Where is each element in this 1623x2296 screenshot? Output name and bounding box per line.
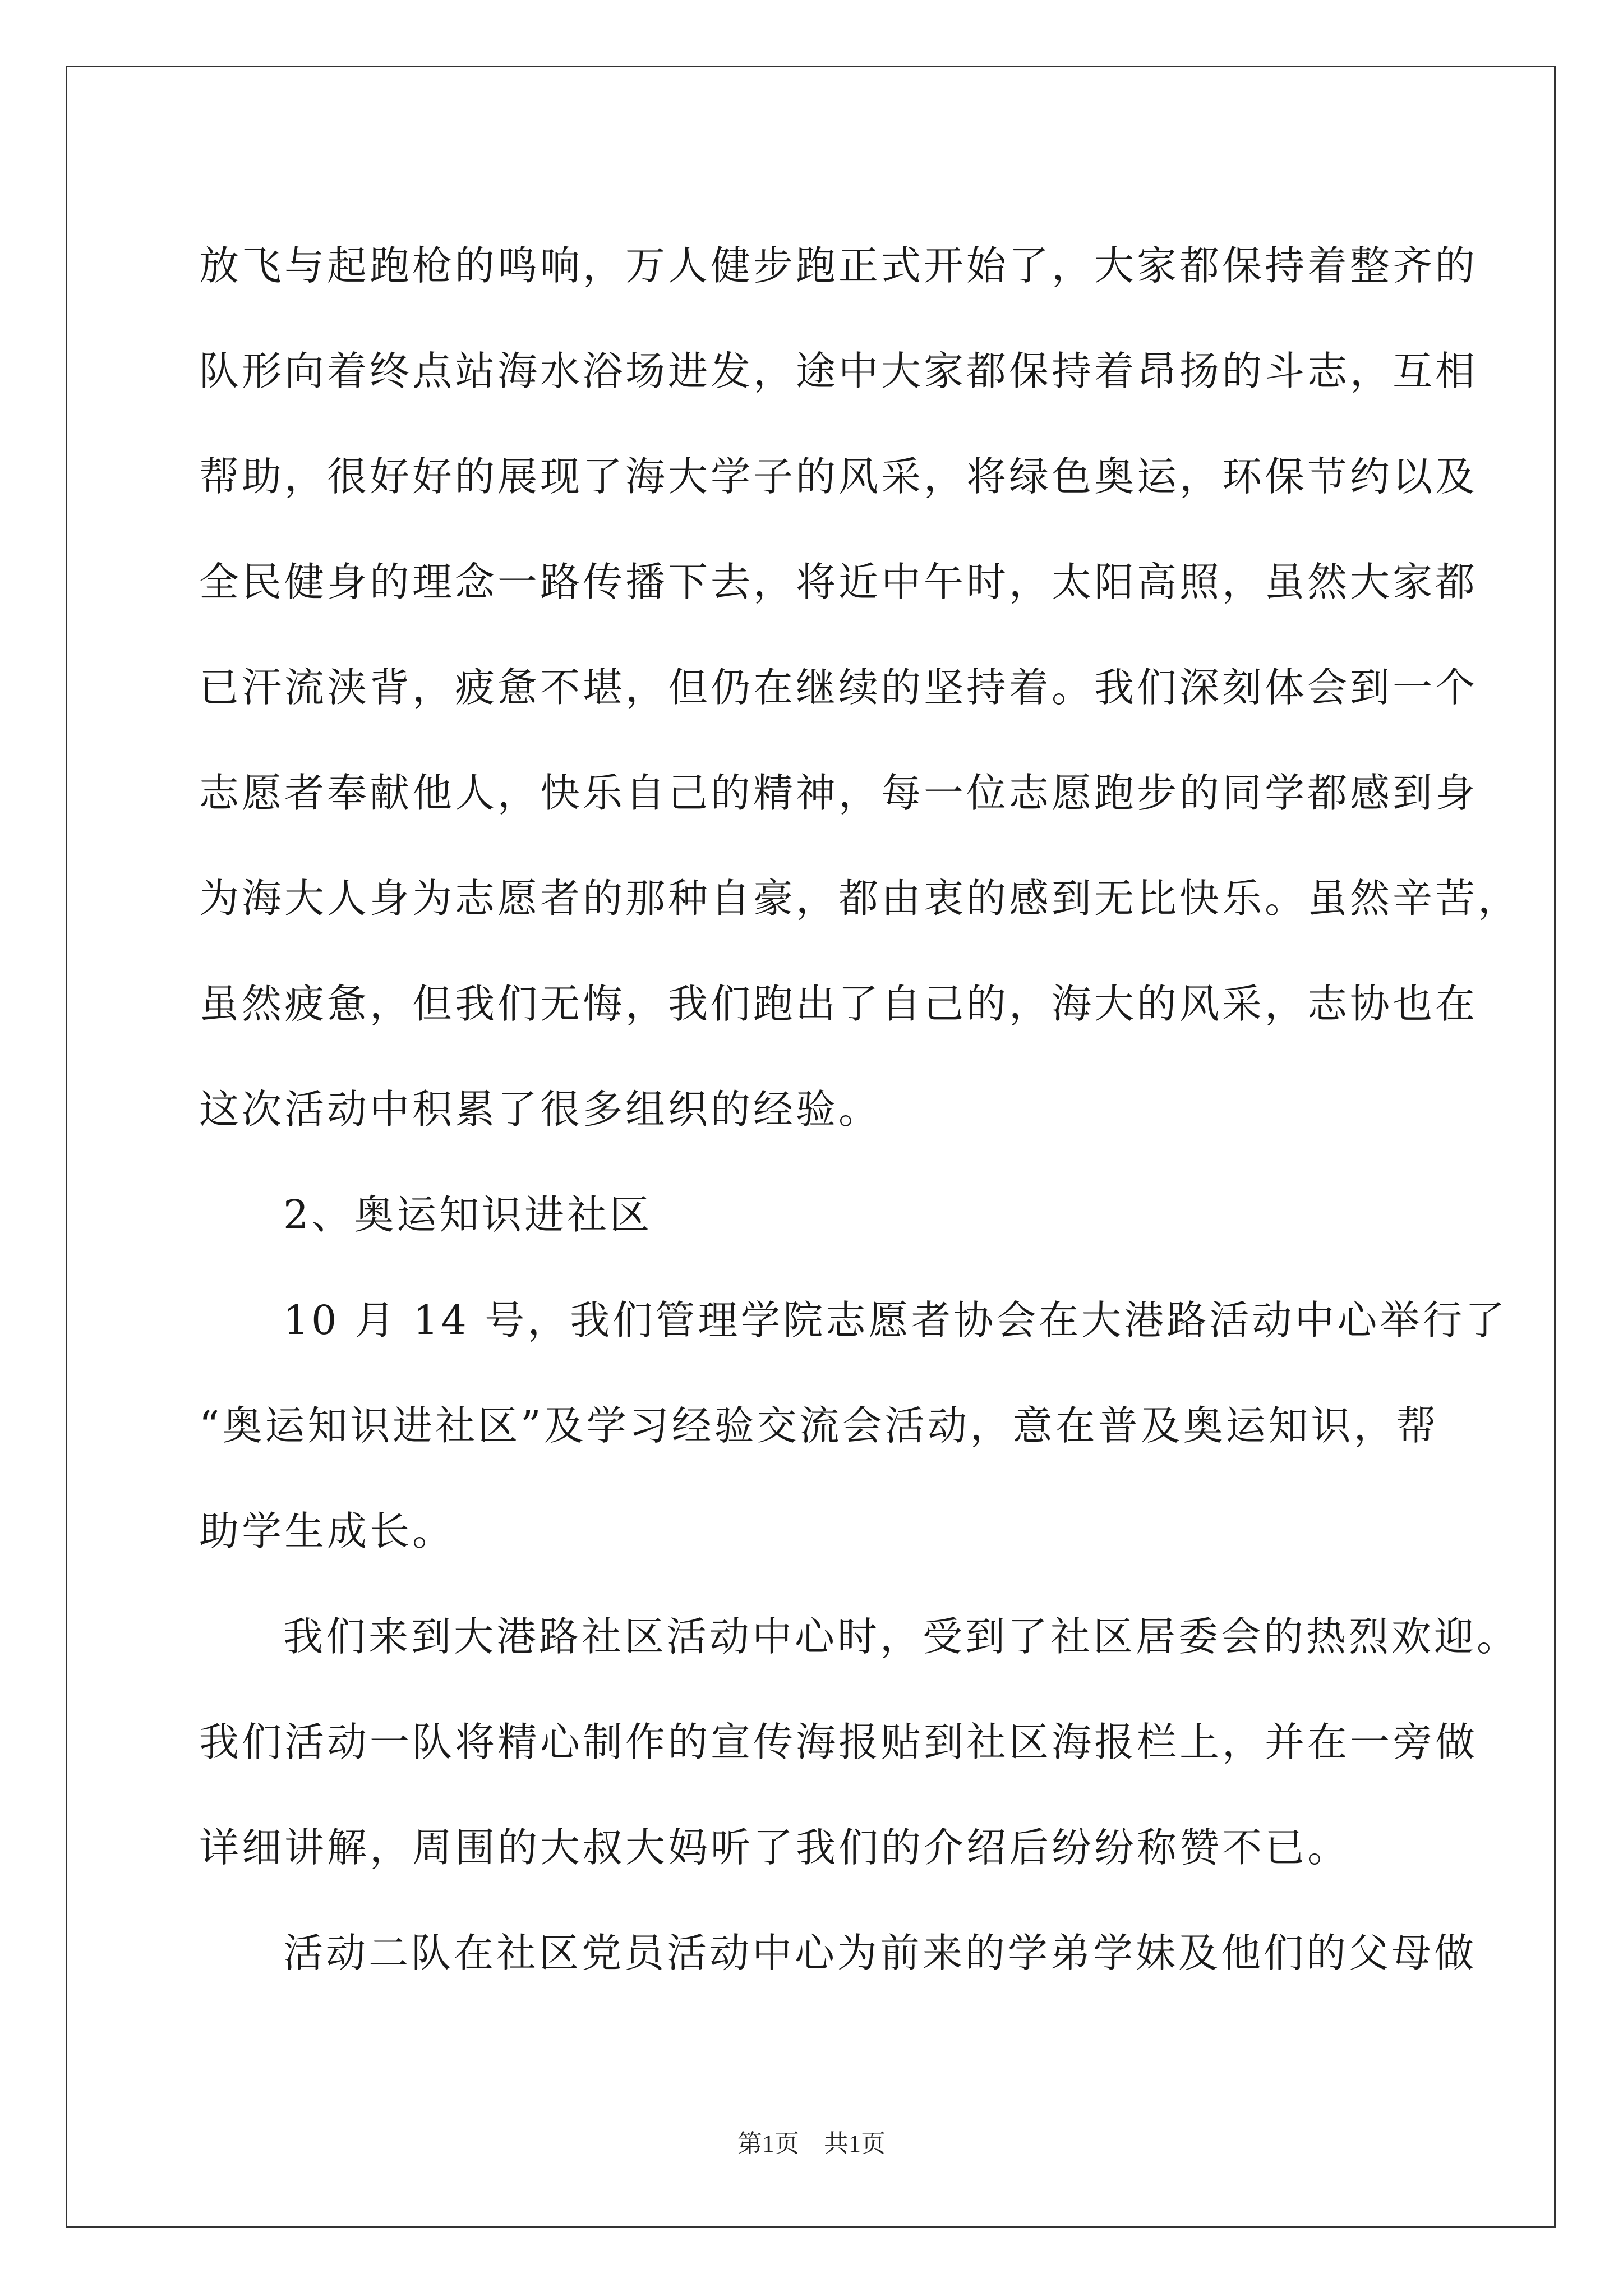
paragraph-start-line: 10 月 14 号，我们管理学院志愿者协会在大港路活动中心举行了 (283, 1297, 1508, 1343)
text-line: 助学生成长。 (199, 1508, 455, 1554)
text-line: 全民健身的理念一路传播下去，将近中午时，太阳高照，虽然大家都 (199, 559, 1478, 605)
paragraph-start-line: 活动二队在社区党员活动中心为前来的学弟学妹及他们的父母做 (283, 1930, 1477, 1976)
text-line: “奥运知识进社区”及学习经验交流会活动，意在普及奥运知识，帮 (199, 1402, 1439, 1449)
text-line: 我们活动一队将精心制作的宣传海报贴到社区海报栏上，并在一旁做 (199, 1719, 1478, 1765)
text-line: 志愿者奉献他人，快乐自己的精神，每一位志愿跑步的同学都感到身 (199, 770, 1478, 816)
page-footer: 第1页 共1页 (737, 2130, 886, 2157)
text-line: 帮助，很好好的展现了海大学子的风采，将绿色奥运，环保节约以及 (199, 453, 1478, 500)
document-body (199, 213, 1521, 2006)
text-line: 队形向着终点站海水浴场进发，途中大家都保持着昂扬的斗志，互相 (199, 348, 1478, 394)
text-line: 这次活动中积累了很多组织的经验。 (199, 1086, 882, 1133)
section-heading: 2、奥运知识进社区 (283, 1191, 653, 1238)
text-line: 虽然疲惫，但我们无悔，我们跑出了自己的，海大的风采，志协也在 (199, 981, 1478, 1027)
text-line: 已汗流浃背，疲惫不堪，但仍在继续的坚持着。我们深刻体会到一个 (199, 664, 1478, 711)
paragraph-start-line: 我们来到大港路社区活动中心时，受到了社区居委会的热烈欢迎。 (283, 1613, 1520, 1660)
text-line: 详细讲解，周围的大叔大妈听了我们的介绍后纷纷称赞不已。 (199, 1824, 1350, 1871)
text-line: 为海大人身为志愿者的那种自豪，都由衷的感到无比快乐。虽然辛苦， (199, 875, 1521, 922)
text-line: 放飞与起跑枪的鸣响，万人健步跑正式开始了，大家都保持着整齐的 (199, 242, 1478, 289)
